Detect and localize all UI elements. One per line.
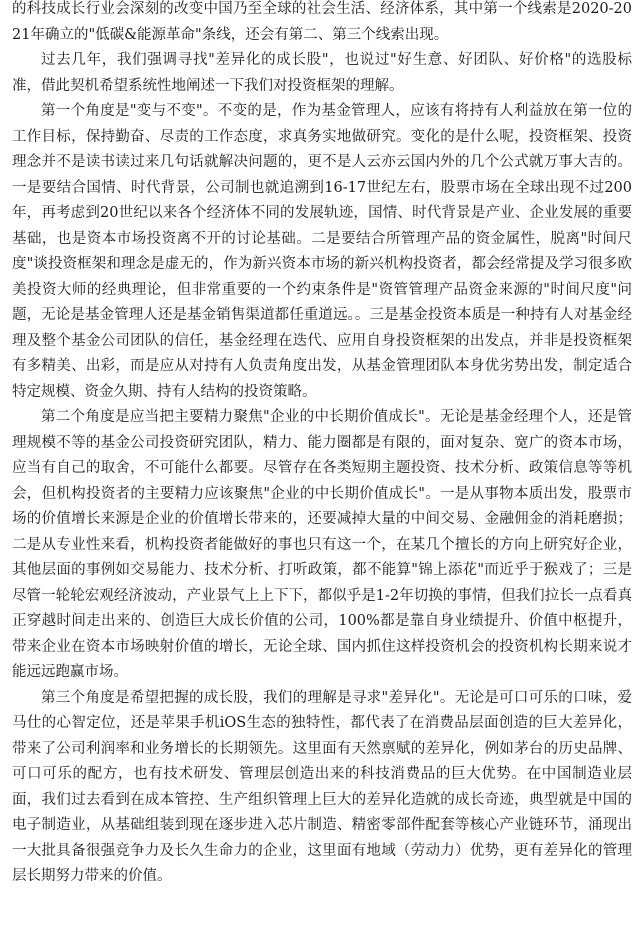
paragraph-continued: 的科技成长行业会深刻的改变中国乃至全球的社会生活、经济体系，其中第一个线索是2020-2021年确立的"低碳&能源革命"条线，还会有第二、第三个线索出现。: [12, 1, 632, 43]
paragraph-third-angle: 第三个角度是希望把握的成长股，我们的理解是寻求"差异化"。无论是可口可乐的口味，爱马仕的心智定位，还是苹果手机iOS生态的独特性，都代表了在消费品层面创造的巨大差异化，带来了公司利润率和业务增长的长期领先。这里面有天然禀赋的差异化，例如茅台的历史品牌、可口可乐的配方，也有技术研发、管理层创造出来的科技消费品的巨大优势。在中国制造业层面，我们过去看到在成本管控、生产组织管理上巨大的差异化造就的成长奇迹，典型就是中国的电子制造业，从基础组装到现在逐步进入芯片制造、精密零部件配套等核心产业链环节，涌现出一大批具备很强竞争力及长久生命力的企业，这里面有地域（劳动力）优势，更有差异化的管理层长期努力带来的价值。: [12, 689, 632, 884]
paragraph-first-angle: 第一个角度是"变与不变"。不变的是，作为基金管理人，应该有将持有人利益放在第一位的工作目标，保持勤奋、尽责的工作态度，求真务实地做研究。变化的是什么呢，投资框架、投资理念并不是读书读过来几句话就解决问题的，更不是人云亦云国内外的几个公式就万事大吉的。一是要结合国情、时代背景，公司制也就追溯到16-17世纪左右，股票市场在全球出现不过200年，再考虑到20世纪以来各个经济体不同的发展轨迹，国情、时代背景是产业、企业发展的重要基础，也是资本市场投资离不开的讨论基础。二是要结合所管理产品的资金属性，脱离"时间尺度"谈投资框架和理念是虚无的，作为新兴资本市场的新兴机构投资者，都会经常提及学习很多欧美投资大师的经典理论，但非常重要的一个约束条件是"资管管理产品资金来源的"时间尺度"问题，无论是基金管理人还是基金销售渠道都任重道远。。三是基金投资本质是一种持有人对基金经理及整个基金公司团队的信任，基金经理在迭代、应用自身投资框架的出发点，并非是投资框架有多精美、出彩，而是应从对持有人负责角度出发，从基金管理团队本身优劣势出发，制定适合特定规模、资金久期、持有人结构的投资策略。: [12, 103, 632, 400]
paragraph-second-angle: 第二个角度是应当把主要精力聚焦"企业的中长期价值成长"。无论是基金经理个人，还是管理规模不等的基金公司投资研究团队，精力、能力圈都是有限的，面对复杂、宽广的资本市场，应当有自己的取舍，不可能什么都要。尽管存在各类短期主题投资、技术分析、政策信息等等机会，但机构投资者的主要精力应该聚焦"企业的中长期价值成长"。一是从事物本质出发，股票市场的价值增长来源是企业的价值增长带来的，还要减掉大量的中间交易、金融佣金的消耗磨损；二是从专业性来看，机构投资者能做好的事也只有这一个，在某几个擅长的方向上研究好企业，其他层面的事例如交易能力、技术分析、打听政策，都不能算"锦上添花"而近乎于猴戏了；三是尽管一轮轮宏观经济波动，产业景气上上下下，都似乎是1-2年切换的事情，但我们拉长一点看真正穿越时间走出来的、创造巨大成长价值的公司，100%都是靠自身业绩提升、价值中枢提升，带来企业在资本市场映射价值的增长，无论全球、国内抓住这样投资机会的投资机构长期来说才能远远跑赢市场。: [12, 409, 632, 680]
paragraph-differentiated-growth-intro: 过去几年，我们强调寻找"差异化的成长股"，也说过"好生意、好团队、好价格"的选股标准，借此契机希望系统性地阐述一下我们对投资框架的理解。: [12, 52, 632, 94]
